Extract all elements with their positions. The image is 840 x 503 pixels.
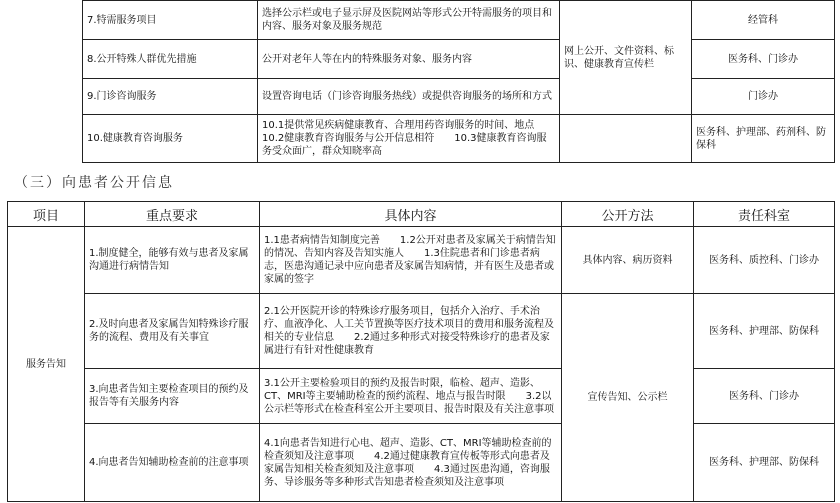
- method-cell: 具体内容、病历资料: [562, 227, 694, 294]
- item-cell: 8.公开特殊人群优先措施: [83, 40, 258, 79]
- header-dept: 责任科室: [694, 202, 835, 227]
- header-row: [8, 202, 835, 227]
- content-cell: 3.1公开主要检验项目的预约及报告时限，临检、超声、造影、CT、MRI等主要辅助检查的预约流程、地点与报告时限 3.2以公示栏等形式在检查科室公开主要项目、报告时限及有关注意事项: [260, 369, 562, 424]
- dept-cell: 医务科、护理部、药剂科、防保科: [692, 115, 835, 163]
- method-cell: 网上公开、文件资料、标识、健康教育宣传栏: [560, 1, 692, 115]
- header-requirement: 重点要求: [85, 202, 260, 227]
- section-heading: （三）向患者公开信息: [14, 175, 174, 191]
- item-cell: 10.健康教育咨询服务: [83, 115, 258, 163]
- header-content: 具体内容: [260, 202, 562, 227]
- requirement-cell: 2.及时向患者及家属告知特殊诊疗服务的流程、费用及有关事宜: [85, 294, 260, 369]
- dept-cell: 医务科、门诊办: [692, 40, 835, 79]
- content-cell: 公开对老年人等在内的特殊服务对象、服务内容: [258, 40, 560, 79]
- content-cell: 2.1公开医院开诊的特殊诊疗服务项目，包括介入治疗、手术治疗、血液净化、人工关节置换等医疗技术项目的费用和服务流程及相关的专业信息 2.2通过多种形式对接受特殊诊疗的患者及家属进行有针对性健康教育: [260, 294, 562, 369]
- method-cell: 宣传告知、公示栏: [562, 294, 694, 502]
- header-method: 公开方法: [562, 202, 694, 227]
- header-project: 项目: [8, 202, 85, 227]
- table-row: [8, 424, 835, 502]
- dept-cell: 经管科: [692, 1, 835, 40]
- item-cell: 7.特需服务项目: [83, 1, 258, 40]
- top-continuation-table: [82, 0, 835, 163]
- project-cell: 服务告知: [8, 227, 85, 502]
- item-cell: 9.门诊咨询服务: [83, 79, 258, 115]
- content-cell: 设置咨询电话（门诊咨询服务热线）或提供咨询服务的场所和方式: [258, 79, 560, 115]
- content-cell: 1.1患者病情告知制度完善 1.2公开对患者及家属关于病情告知的情况、告知内容及告知实施人 1.3住院患者和门诊患者病志，医患沟通记录中应向患者及家属告知病情，并有医生及患者或家属的签字: [260, 227, 562, 294]
- content-cell: 4.1向患者告知进行心电、超声、造影、CT、MRI等辅助检查前的检查须知及注意事项 4.2通过健康教育宣传板等形式向患者及家属告知相关检查须知及注意事项 4.3通过医患沟通，咨询服务、导诊服务等多种形式告知患者检查须知及注意事项: [260, 424, 562, 502]
- dept-cell: 医务科、护理部、防保科: [694, 424, 835, 502]
- content-cell: 10.1提供常见疾病健康教育、合理用药咨询服务的时间、地点 10.2健康教育咨询服务与公开信息相符 10.3健康教育咨询服务受众面广，群众知晓率高: [258, 115, 560, 163]
- dept-cell: 门诊办: [692, 79, 835, 115]
- method-cell: [560, 115, 692, 163]
- content-cell: 选择公示栏或电子显示屏及医院网站等形式公开特需服务的项目和内容、服务对象及服务规范: [258, 1, 560, 40]
- requirement-cell: 4.向患者告知辅助检查前的注意事项: [85, 424, 260, 502]
- table-row: [83, 1, 835, 40]
- patient-info-table: [7, 201, 835, 502]
- dept-cell: 医务科、门诊办: [694, 369, 835, 424]
- table-row: [83, 40, 835, 79]
- table-row: [8, 227, 835, 294]
- table-row: [8, 294, 835, 369]
- table-row: [8, 369, 835, 424]
- requirement-cell: 3.向患者告知主要检查项目的预约及报告等有关服务内容: [85, 369, 260, 424]
- table-row: [83, 115, 835, 163]
- table-row: [83, 79, 835, 115]
- requirement-cell: 1.制度健全，能够有效与患者及家属沟通进行病情告知: [85, 227, 260, 294]
- dept-cell: 医务科、护理部、防保科: [694, 294, 835, 369]
- dept-cell: 医务科、质控科、门诊办: [694, 227, 835, 294]
